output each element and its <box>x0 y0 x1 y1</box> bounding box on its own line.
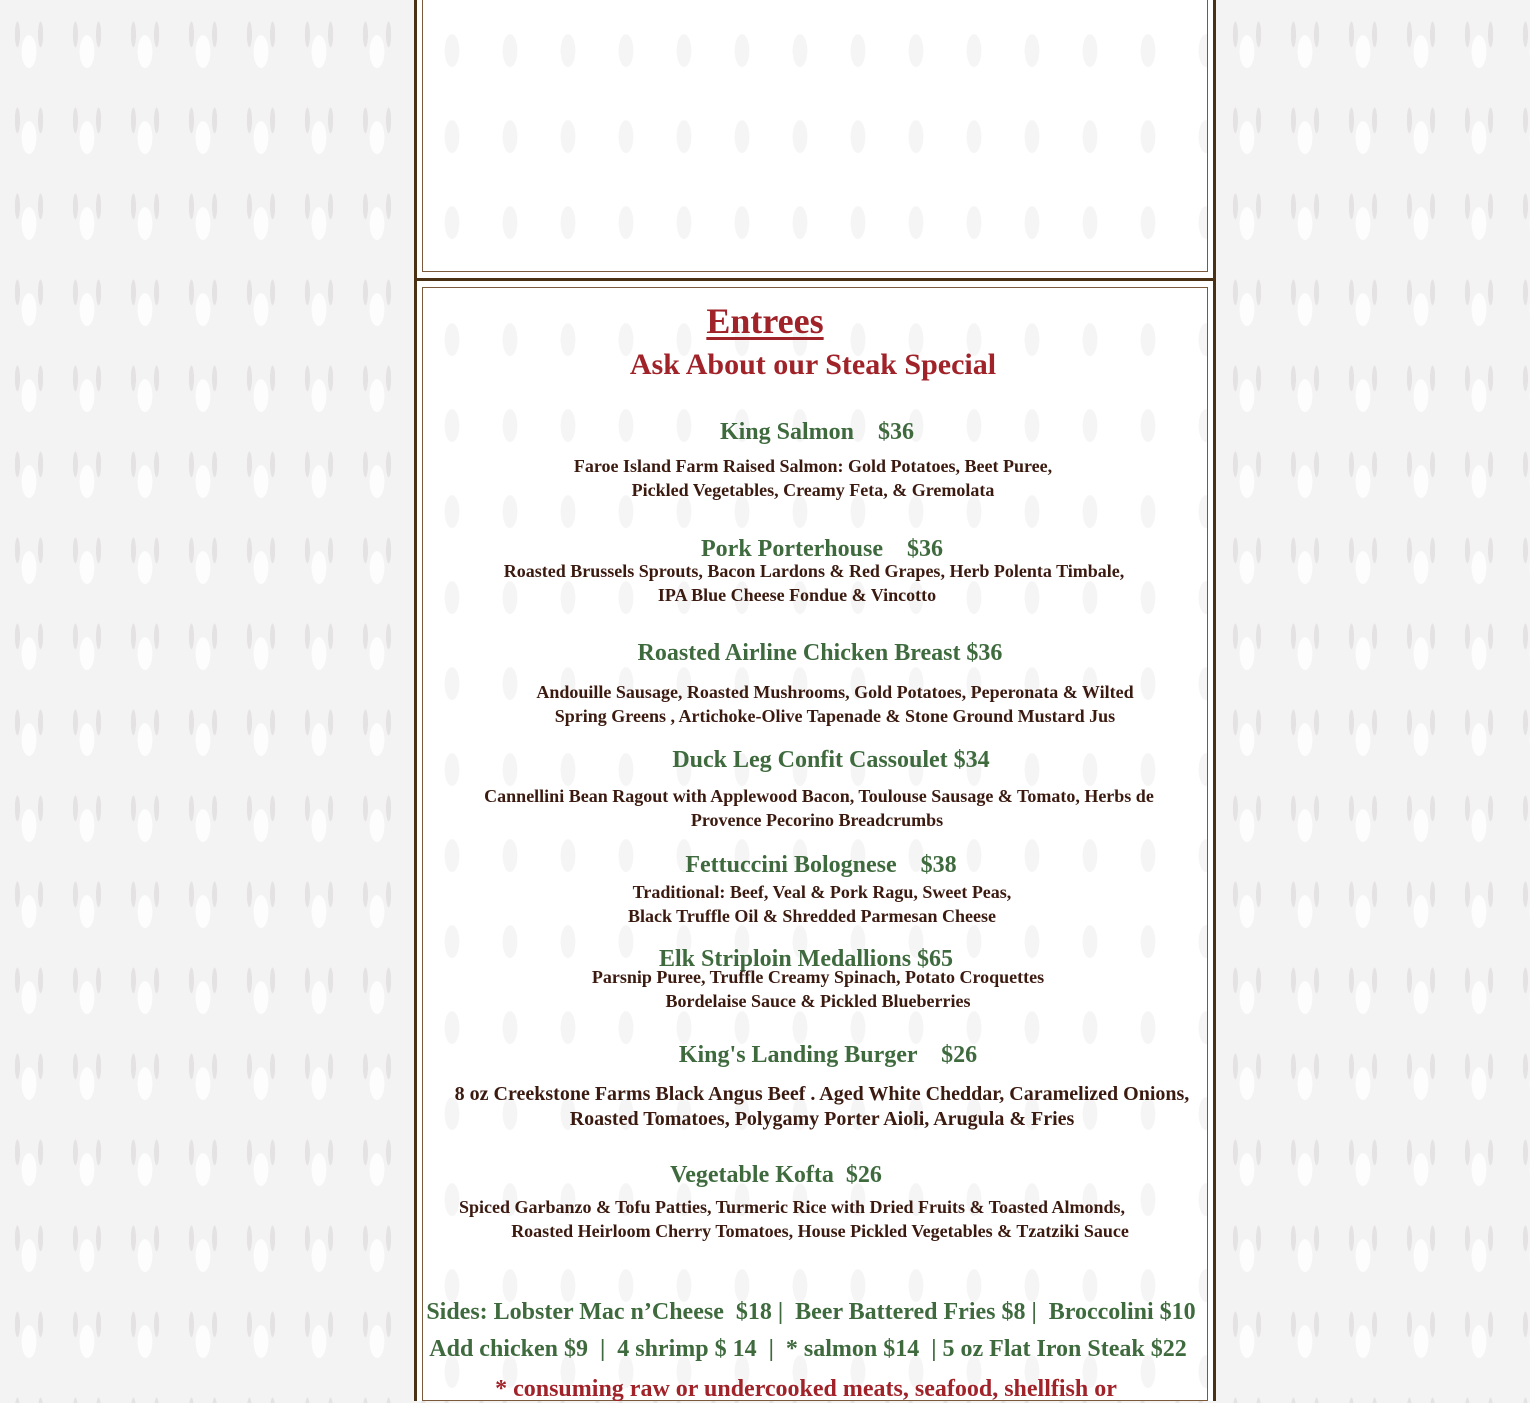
dish-description: Provence Pecorino Breadcrumbs <box>690 810 944 830</box>
add-ons-line: Add chicken $9 | 4 shrimp $ 14 | * salmon $14 | 5 oz Flat Iron Steak $22 <box>429 1336 1187 1362</box>
dish-title: Fettuccini Bolognese $38 <box>685 852 957 878</box>
dish-title: King's Landing Burger $26 <box>678 1042 978 1068</box>
top-panel <box>414 0 1216 281</box>
dish-description: Faroe Island Farm Raised Salmon: Gold Potatoes, Beet Puree, <box>573 456 1053 476</box>
dish-description: Bordelaise Sauce & Pickled Blueberries <box>665 991 971 1011</box>
dish-description: Traditional: Beef, Veal & Pork Ragu, Sweet Peas, <box>632 882 1012 902</box>
dish-description: Spring Greens , Artichoke-Olive Tapenade & Stone Ground Mustard Jus <box>554 706 1116 726</box>
dish-title: Elk Striploin Medallions $65 <box>658 946 954 972</box>
dish-title: Pork Porterhouse $36 <box>701 536 943 562</box>
sides-line: Sides: Lobster Mac n’Cheese $18 | Beer Battered Fries $8 | Broccolini $10 <box>426 1299 1196 1325</box>
dish-description: Roasted Tomatoes, Polygamy Porter Aioli, Arugula & Fries <box>569 1108 1075 1130</box>
dish-title: Duck Leg Confit Cassoulet $34 <box>672 747 990 773</box>
top-panel-frame <box>422 0 1208 272</box>
dish-description: IPA Blue Cheese Fondue & Vincotto <box>657 585 937 605</box>
dish-title: King Salmon $36 <box>719 419 915 445</box>
steak-special-note: Ask About our Steak Special <box>629 348 997 381</box>
dish-description: Parsnip Puree, Truffle Creamy Spinach, Potato Croquettes <box>591 967 1045 987</box>
consumption-warning: * consuming raw or undercooked meats, seafood, shellfish or <box>495 1376 1117 1402</box>
dish-description: Roasted Brussels Sprouts, Bacon Lardons & Red Grapes, Herb Polenta Timbale, <box>503 561 1125 581</box>
dish-description: Black Truffle Oil & Shredded Parmesan Cheese <box>628 906 996 926</box>
dish-description: Andouille Sausage, Roasted Mushrooms, Gold Potatoes, Peperonata & Wilted <box>536 682 1134 702</box>
dish-description: Spiced Garbanzo & Tofu Patties, Turmeric Rice with Dried Fruits & Toasted Almonds, <box>458 1197 1126 1217</box>
dish-title: Roasted Airline Chicken Breast $36 <box>637 640 1003 666</box>
dish-description: Cannellini Bean Ragout with Applewood Bacon, Toulouse Sausage & Tomato, Herbs de <box>484 786 1154 806</box>
entrees-title: Entrees <box>706 301 824 341</box>
dish-title: Vegetable Kofta $26 <box>670 1162 882 1188</box>
dish-description: Pickled Vegetables, Creamy Feta, & Gremolata <box>631 480 995 500</box>
dish-description: 8 oz Creekstone Farms Black Angus Beef . Aged White Cheddar, Caramelized Onions, <box>454 1083 1190 1105</box>
dish-description: Roasted Heirloom Cherry Tomatoes, House Pickled Vegetables & Tzatziki Sauce <box>511 1221 1129 1241</box>
